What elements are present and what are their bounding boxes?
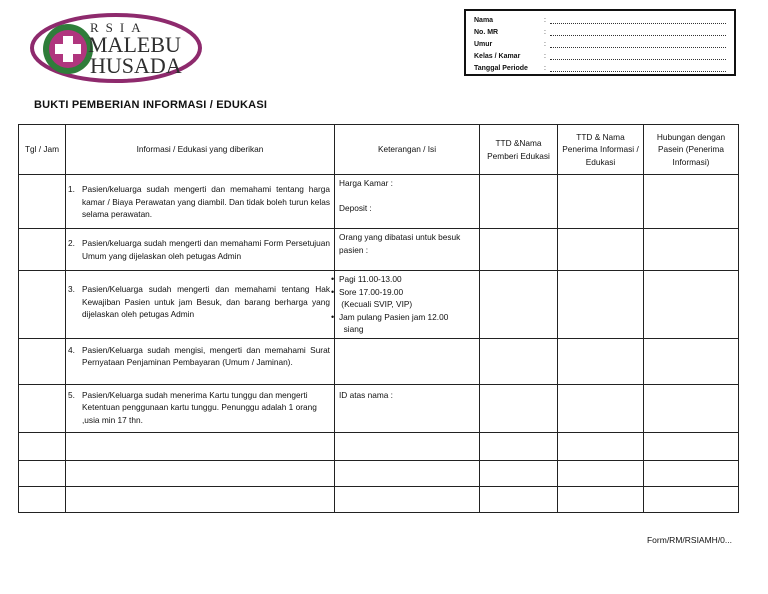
table-row: [19, 229, 739, 271]
cell-ket[interactable]: Orang yang dibatasi untuk besuk pasien :: [335, 229, 480, 271]
page-title: BUKTI PEMBERIAN INFORMASI / EDUKASI: [34, 99, 268, 111]
table-row: [19, 338, 739, 384]
cell-hubungan[interactable]: [644, 229, 739, 271]
field-dotted-line[interactable]: [550, 17, 726, 24]
cell-info: 2. Pasien/keluarga sudah mengerti dan memahami Form Persetujuan Umum yang dijelaskan oleh petugas Admin: [66, 229, 335, 271]
cell-info: 4. Pasien/Keluarga sudah mengisi, mengerti dan memahami Surat Pernyataan Penjaminan Pembayaran (Umum / Jaminan).: [66, 338, 335, 384]
bullet-icon: •: [331, 274, 335, 284]
field-dotted-line[interactable]: [550, 29, 726, 36]
patient-field-umur: Umur :: [474, 38, 726, 50]
logo-rsia: RSIA: [90, 20, 148, 35]
cell-hubungan[interactable]: [644, 175, 739, 229]
bullet-icon: •: [331, 286, 335, 297]
cell-tgl[interactable]: [19, 175, 66, 229]
patient-field-kelas: Kelas / Kamar :: [474, 50, 726, 62]
cell-ttd-penerima[interactable]: [558, 338, 644, 384]
cell-ttd-pemberi[interactable]: [480, 384, 558, 432]
cell-info: 5. Pasien/Keluarga sudah menerima Kartu tunggu dan mengerti Ketentuan penggunaan kartu tunggu. Penunggu adalah 1 orang ,usia min 17 thn.: [66, 384, 335, 432]
field-dotted-line[interactable]: [550, 65, 726, 72]
cell-hubungan[interactable]: [644, 338, 739, 384]
cell-tgl[interactable]: [19, 271, 66, 339]
header-info: Informasi / Edukasi yang diberikan: [66, 125, 335, 175]
bullet-icon: •: [331, 311, 335, 322]
cell-ket[interactable]: ID atas nama :: [335, 384, 480, 432]
header-ttd-pemberi: TTD &Nama Pemberi Edukasi: [480, 125, 558, 175]
table-row: [19, 175, 739, 229]
cell-ttd-pemberi[interactable]: [480, 271, 558, 339]
cell-tgl[interactable]: [19, 338, 66, 384]
table-row-empty: [19, 432, 739, 460]
cell-ttd-pemberi[interactable]: [480, 338, 558, 384]
patient-field-mr: No. MR :: [474, 26, 726, 38]
education-table: [18, 124, 739, 513]
cell-ket[interactable]: [335, 338, 480, 384]
logo-husada: HUSADA: [90, 53, 182, 78]
header-hubungan: Hubungan dengan Pasein (Penerima Informasi): [644, 125, 739, 175]
table-row-empty: [19, 460, 739, 486]
cell-info: 1. Pasien/keluarga sudah mengerti dan memahami tentang harga kamar / Biaya Perawatan yang diambil. Dan tidak boleh turun kelas selama perawatan.: [66, 175, 335, 229]
table-header-row: [19, 125, 739, 175]
cell-ttd-pemberi[interactable]: [480, 175, 558, 229]
table-row: [19, 384, 739, 432]
logo-malebu: MALEBU: [88, 32, 181, 57]
field-dotted-line[interactable]: [550, 53, 726, 60]
cell-tgl[interactable]: [19, 384, 66, 432]
form-code: Form/RM/RSIAMH/0...: [646, 535, 732, 545]
table-row-empty: [19, 486, 739, 512]
table-row: [19, 271, 739, 339]
cell-ttd-pemberi[interactable]: [480, 229, 558, 271]
header-ttd-penerima: TTD & Nama Penerima Informasi / Edukasi: [558, 125, 644, 175]
cell-ttd-penerima[interactable]: [558, 384, 644, 432]
cell-ket[interactable]: • Pagi 11.00-13.00 • Sore 17.00-19.00 (Kecuali SVIP, VIP) • Jam pulang Pasien jam 12.00 siang: [335, 271, 480, 339]
header-ket: Keterangan / Isi: [335, 125, 480, 175]
field-dotted-line[interactable]: [550, 41, 726, 48]
cell-ket[interactable]: Harga Kamar : Deposit :: [335, 175, 480, 229]
cell-ttd-penerima[interactable]: [558, 175, 644, 229]
cell-hubungan[interactable]: [644, 384, 739, 432]
cell-ttd-penerima[interactable]: [558, 271, 644, 339]
cell-tgl[interactable]: [19, 229, 66, 271]
cell-info: 3. Pasien/Keluarga sudah mengerti dan memahami tentang Hak Kewajiban Pasien untuk jam Besuk, dan barang berharga yang dijelaskan oleh petugas Admin: [66, 271, 335, 339]
patient-field-tanggal: Tanggal Periode :: [474, 62, 726, 74]
cell-ttd-penerima[interactable]: [558, 229, 644, 271]
patient-info-box: [464, 9, 736, 76]
patient-field-nama: Nama :: [474, 14, 726, 26]
cell-hubungan[interactable]: [644, 271, 739, 339]
header-tgl: Tgl / Jam: [19, 125, 66, 175]
hospital-logo: [30, 12, 205, 90]
